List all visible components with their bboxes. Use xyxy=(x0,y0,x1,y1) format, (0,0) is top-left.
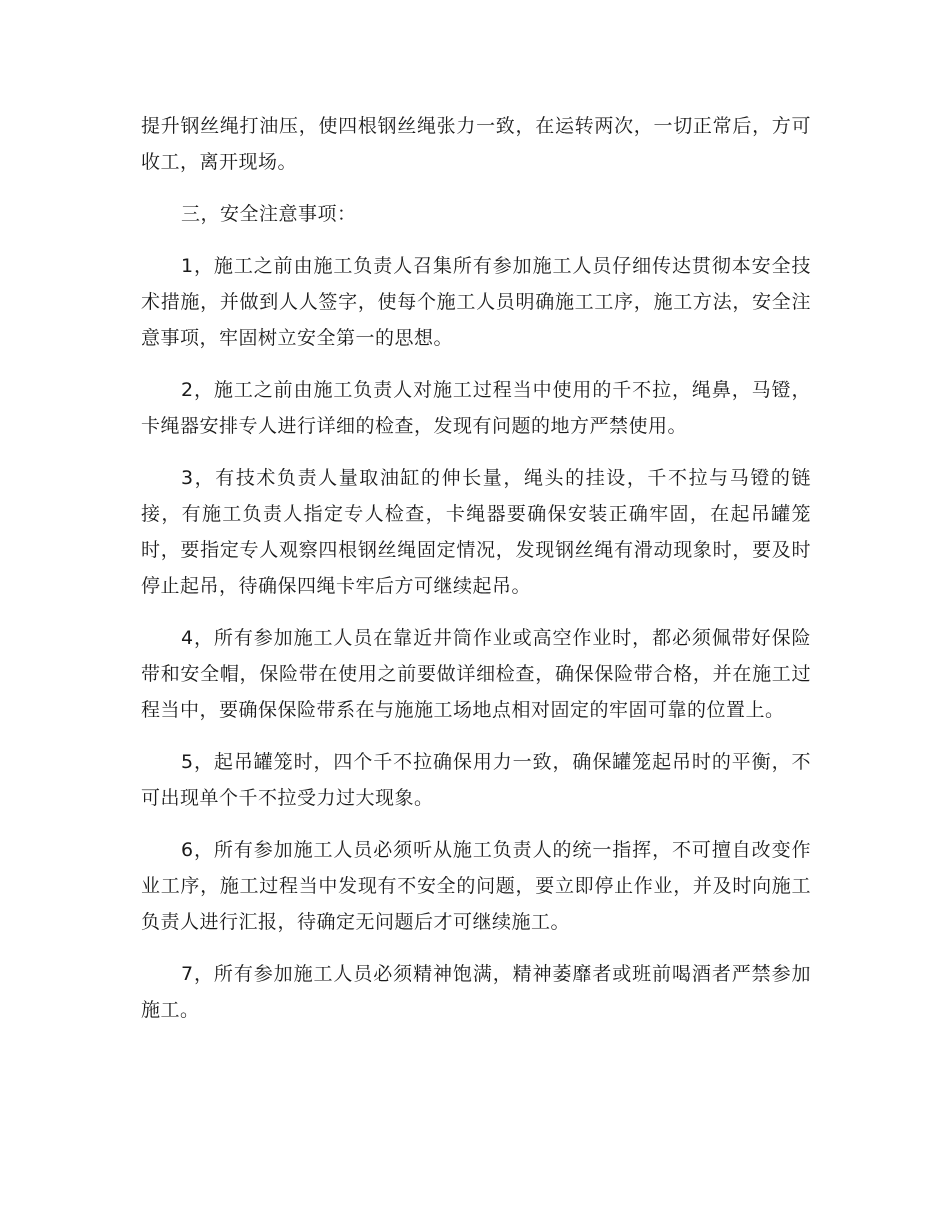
paragraph-item-2: 2，施工之前由施工负责人对施工过程当中使用的千不拉，绳鼻，马镫，卡绳器安排专人进行详细的检查，发现有问题的地方严禁使用。 xyxy=(141,379,811,437)
paragraph-item-1: 1，施工之前由施工负责人召集所有参加施工人员仔细传达贯彻本安全技术措施，并做到人人签字，使每个施工人员明确施工工序，施工方法，安全注意事项，牢固树立安全第一的思想。 xyxy=(141,255,811,349)
paragraph-item-7: 7，所有参加施工人员必须精神饱满，精神萎靡者或班前喝酒者严禁参加施工。 xyxy=(141,963,811,1021)
paragraph-item-6: 6，所有参加施工人员必须听从施工负责人的统一指挥，不可擅自改变作业工序，施工过程当中发现有不安全的问题，要立即停止作业，并及时向施工负责人进行汇报，待确定无问题后才可继续施工。 xyxy=(141,839,811,933)
section-heading-safety: 三，安全注意事项： xyxy=(181,203,357,225)
document-body xyxy=(141,108,811,1028)
paragraph-continued: 提升钢丝绳打油压，使四根钢丝绳张力一致，在运转两次，一切正常后，方可收工，离开现场。 xyxy=(141,115,811,173)
paragraph-item-5: 5，起吊罐笼时，四个千不拉确保用力一致，确保罐笼起吊时的平衡，不可出现单个千不拉受力过大现象。 xyxy=(141,751,811,809)
paragraph-item-3: 3，有技术负责人量取油缸的伸长量，绳头的挂设，千不拉与马镫的链接，有施工负责人指定专人检查，卡绳器要确保安装正确牢固，在起吊罐笼时，要指定专人观察四根钢丝绳固定情况，发现钢丝绳有滑动现象时，要及时停止起吊，待确保四绳卡牢后方可继续起吊。 xyxy=(141,467,811,597)
paragraph-item-4: 4，所有参加施工人员在靠近井筒作业或高空作业时，都必须佩带好保险带和安全帽，保险带在使用之前要做详细检查，确保保险带合格，并在施工过程当中，要确保保险带系在与施施工场地点相对固定的牢固可靠的位置上。 xyxy=(141,627,811,721)
